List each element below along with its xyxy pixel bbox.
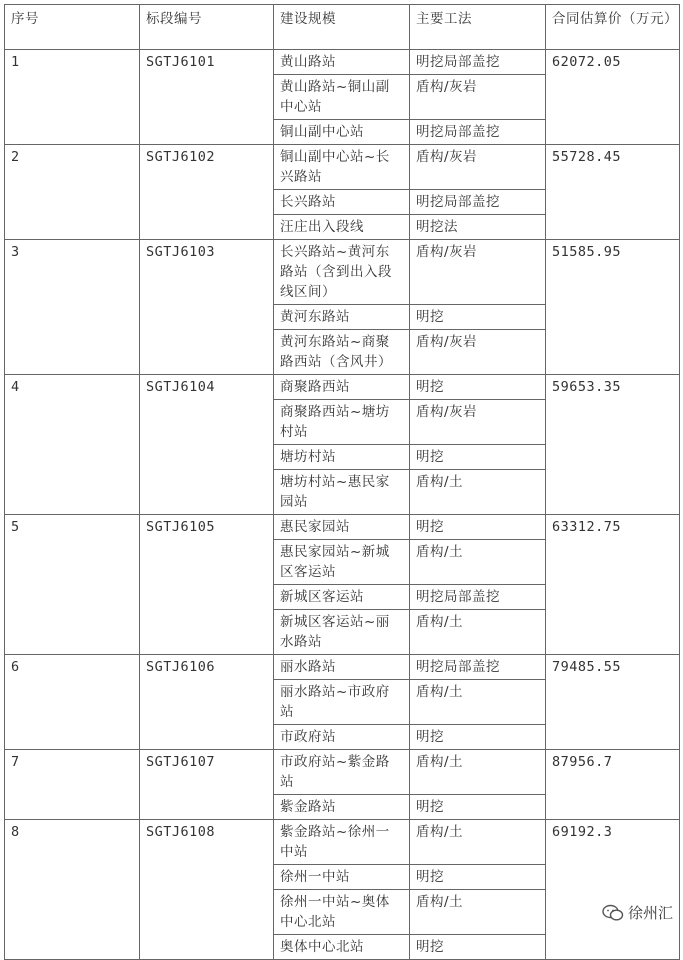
table-row (5, 50, 680, 75)
cell-scope: 长兴路站~黄河东路站（含到出入段线区间） (274, 240, 410, 305)
cell-price: 79485.55 (546, 655, 680, 750)
cell-seq: 2 (5, 145, 140, 240)
cell-method: 明挖局部盖挖 (410, 120, 546, 145)
cell-method: 明挖 (410, 375, 546, 400)
table-body (5, 50, 680, 960)
cell-scope: 奥体中心北站 (274, 935, 410, 960)
cell-price: 55728.45 (546, 145, 680, 240)
cell-method: 明挖局部盖挖 (410, 50, 546, 75)
cell-method: 明挖局部盖挖 (410, 190, 546, 215)
header-scope: 建设规模 (274, 5, 410, 50)
table-row (5, 145, 680, 190)
cell-method: 盾构/土 (410, 470, 546, 515)
cell-seq: 8 (5, 820, 140, 960)
cell-method: 盾构/灰岩 (410, 400, 546, 445)
cell-scope: 徐州一中站 (274, 865, 410, 890)
table-row (5, 375, 680, 400)
cell-seq: 7 (5, 750, 140, 820)
cell-code: SGTJ6101 (140, 50, 274, 145)
table-row (5, 655, 680, 680)
cell-method: 明挖 (410, 305, 546, 330)
header-seq: 序号 (5, 5, 140, 50)
cell-method: 盾构/灰岩 (410, 145, 546, 190)
cell-scope: 丽水路站 (274, 655, 410, 680)
cell-method: 盾构/土 (410, 890, 546, 935)
cell-scope: 铜山副中心站~长兴路站 (274, 145, 410, 190)
header-code: 标段编号 (140, 5, 274, 50)
cell-method: 盾构/灰岩 (410, 75, 546, 120)
cell-scope: 惠民家园站 (274, 515, 410, 540)
cell-scope: 市政府站~紫金路站 (274, 750, 410, 795)
cell-code: SGTJ6103 (140, 240, 274, 375)
cell-method: 盾构/土 (410, 750, 546, 795)
cell-code: SGTJ6105 (140, 515, 274, 655)
header-row (5, 5, 680, 50)
table-row (5, 240, 680, 305)
cell-seq: 6 (5, 655, 140, 750)
cell-scope: 惠民家园站~新城区客运站 (274, 540, 410, 585)
cell-code: SGTJ6106 (140, 655, 274, 750)
header-price: 合同估算价（万元） (546, 5, 680, 50)
tender-table (4, 4, 680, 960)
cell-method: 盾构/土 (410, 610, 546, 655)
cell-method: 明挖法 (410, 215, 546, 240)
cell-scope: 市政府站 (274, 725, 410, 750)
cell-scope: 汪庄出入段线 (274, 215, 410, 240)
cell-method: 明挖 (410, 795, 546, 820)
cell-method: 明挖 (410, 935, 546, 960)
cell-code: SGTJ6108 (140, 820, 274, 960)
cell-scope: 紫金路站 (274, 795, 410, 820)
table-row (5, 750, 680, 795)
cell-method: 盾构/土 (410, 540, 546, 585)
cell-price: 59653.35 (546, 375, 680, 515)
cell-scope: 徐州一中站~奥体中心北站 (274, 890, 410, 935)
header-method: 主要工法 (410, 5, 546, 50)
table-row (5, 515, 680, 540)
cell-method: 盾构/土 (410, 680, 546, 725)
cell-method: 明挖局部盖挖 (410, 655, 546, 680)
cell-method: 明挖 (410, 445, 546, 470)
cell-scope: 新城区客运站 (274, 585, 410, 610)
cell-scope: 塘坊村站~惠民家园站 (274, 470, 410, 515)
cell-scope: 铜山副中心站 (274, 120, 410, 145)
cell-seq: 5 (5, 515, 140, 655)
cell-method: 盾构/灰岩 (410, 330, 546, 375)
cell-scope: 商聚路西站~塘坊村站 (274, 400, 410, 445)
cell-seq: 1 (5, 50, 140, 145)
cell-scope: 黄山路站 (274, 50, 410, 75)
cell-scope: 紫金路站~徐州一中站 (274, 820, 410, 865)
cell-code: SGTJ6104 (140, 375, 274, 515)
cell-code: SGTJ6107 (140, 750, 274, 820)
cell-method: 盾构/灰岩 (410, 240, 546, 305)
cell-scope: 丽水路站~市政府站 (274, 680, 410, 725)
watermark (602, 902, 673, 923)
cell-code: SGTJ6102 (140, 145, 274, 240)
cell-scope: 黄山路站~铜山副中心站 (274, 75, 410, 120)
cell-seq: 3 (5, 240, 140, 375)
cell-price: 51585.95 (546, 240, 680, 375)
cell-scope: 黄河东路站 (274, 305, 410, 330)
cell-scope: 新城区客运站~丽水路站 (274, 610, 410, 655)
wechat-icon (602, 904, 624, 922)
cell-scope: 塘坊村站 (274, 445, 410, 470)
cell-scope: 黄河东路站~商聚路西站（含风井） (274, 330, 410, 375)
cell-scope: 商聚路西站 (274, 375, 410, 400)
table-row (5, 820, 680, 865)
cell-price: 69192.3 (546, 820, 680, 960)
cell-price: 63312.75 (546, 515, 680, 655)
cell-method: 明挖 (410, 865, 546, 890)
cell-method: 明挖局部盖挖 (410, 585, 546, 610)
cell-method: 盾构/土 (410, 820, 546, 865)
watermark-text: 徐州汇 (627, 904, 673, 922)
cell-scope: 长兴路站 (274, 190, 410, 215)
cell-method: 明挖 (410, 725, 546, 750)
cell-price: 87956.7 (546, 750, 680, 820)
cell-seq: 4 (5, 375, 140, 515)
cell-method: 明挖 (410, 515, 546, 540)
cell-price: 62072.05 (546, 50, 680, 145)
